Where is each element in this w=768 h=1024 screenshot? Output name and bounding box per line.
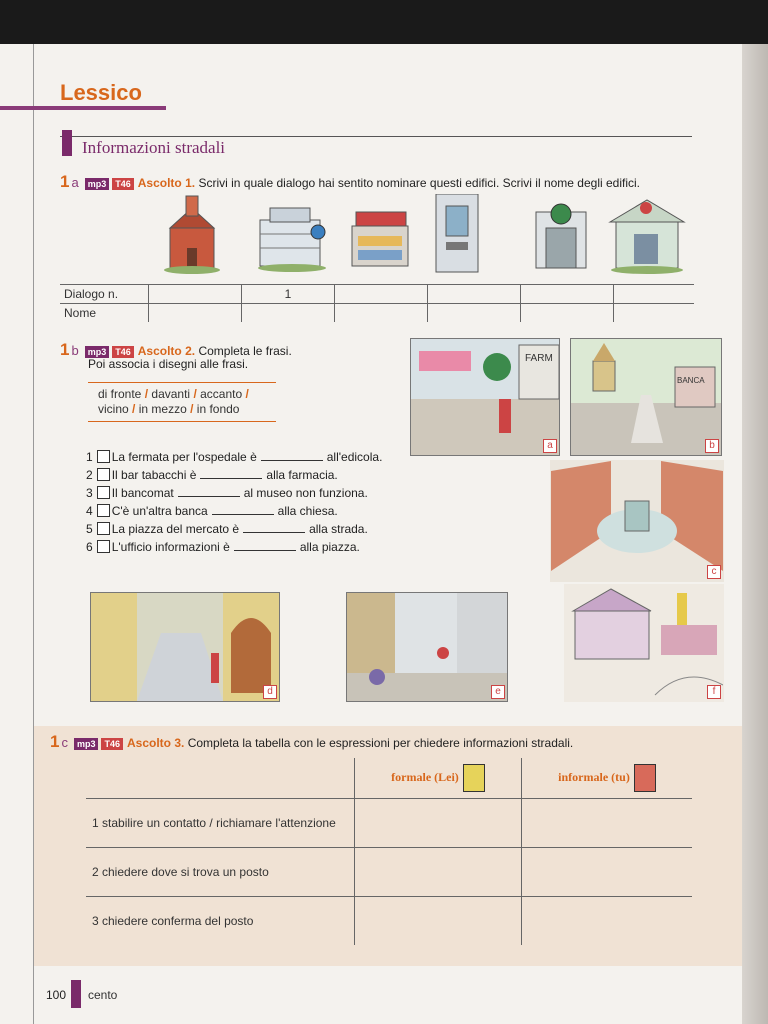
exercise-number: 1 — [60, 172, 70, 191]
picture-label: f — [707, 685, 721, 699]
table-row — [86, 848, 692, 897]
newsstand-icon — [352, 212, 408, 266]
kiosk-illustration — [565, 585, 723, 701]
word-item: di fronte — [98, 387, 142, 401]
exercise-label: Ascolto 3. — [127, 736, 185, 750]
word-item: in fondo — [196, 402, 240, 416]
picture-label: d — [263, 685, 277, 699]
word-box — [88, 382, 276, 422]
answer-checkbox[interactable] — [97, 504, 110, 517]
table-cell[interactable]: 1 — [242, 285, 335, 304]
picture-label: e — [491, 685, 505, 699]
picture-label: c — [707, 565, 721, 579]
list-item: 6 L'ufficio informazioni è alla piazza. — [86, 540, 360, 554]
church-icon — [164, 196, 220, 274]
piazza-illustration — [551, 461, 723, 581]
table-cell — [86, 758, 355, 799]
answer-blank[interactable] — [234, 540, 296, 551]
picture-label: a — [543, 439, 557, 453]
table-cell[interactable] — [149, 304, 242, 323]
row-label: 3 chiedere conferma del posto — [92, 914, 254, 928]
list-item: 3 Il bancomat al museo non funziona. — [86, 486, 368, 500]
exercise-instruction: Scrivi in quale dialogo hai sentito nominare questi edifici. Scrivi il nome degli edifici. — [198, 176, 640, 190]
table-row — [60, 285, 694, 304]
table-cell[interactable] — [335, 304, 428, 323]
table-cell[interactable] — [355, 897, 522, 946]
table-row — [86, 799, 692, 848]
textbook-page — [0, 44, 742, 1024]
list-item: 1 La fermata per l'ospedale è all'edicola. — [86, 450, 383, 464]
hospital-icon — [258, 208, 326, 272]
table-cell[interactable] — [355, 848, 522, 897]
table-cell[interactable] — [521, 304, 614, 323]
crowd-street-illustration — [347, 593, 507, 701]
exercise-number: 1 — [50, 732, 60, 751]
table-cell[interactable] — [522, 848, 693, 897]
answer-checkbox[interactable] — [97, 522, 110, 535]
atm-icon — [436, 194, 478, 272]
section-title: Informazioni stradali — [82, 138, 226, 157]
title-underline — [0, 106, 166, 110]
table-cell[interactable] — [355, 799, 522, 848]
column-header-informal: informale (tu) — [522, 758, 693, 799]
table-cell[interactable] — [614, 304, 695, 323]
column-header-formal: formale (Lei) — [355, 758, 522, 799]
exercise-instruction: Completa le frasi. — [198, 344, 292, 358]
sentence-list — [86, 448, 382, 556]
row-label: 1 stabilire un contatto / richiamare l'attenzione — [86, 799, 355, 848]
list-item: 4 C'è un'altra banca alla chiesa. — [86, 504, 338, 518]
row-label-dialogo: Dialogo n. — [60, 285, 149, 304]
mp3-badge: mp3 — [85, 178, 110, 190]
exercise-letter: b — [71, 343, 79, 358]
exercise-1a-heading — [60, 172, 640, 192]
exercise-letter: a — [71, 175, 79, 190]
exercise-number: 1 — [60, 340, 70, 359]
exercise-instruction: Completa la tabella con le espressioni per chiedere informazioni stradali. — [187, 736, 574, 750]
picture-label: b — [705, 439, 719, 453]
picture-c — [550, 460, 724, 582]
dialog-table — [60, 284, 694, 322]
table-cell[interactable] — [522, 799, 693, 848]
row-label: 2 chiedere dove si trova un posto — [86, 848, 355, 897]
word-line-2: vicino / in mezzo / in fondo — [98, 402, 240, 416]
answer-blank[interactable] — [212, 504, 274, 515]
word-item: in mezzo — [138, 402, 187, 416]
section-rule — [60, 136, 692, 137]
expressions-table — [86, 758, 692, 945]
buildings-row — [60, 194, 694, 284]
exercise-label: Ascolto 1. — [137, 176, 196, 190]
answer-blank[interactable] — [261, 450, 323, 461]
section-marker — [62, 130, 72, 156]
pharmacy-icon — [536, 204, 586, 268]
page-number: 100 — [46, 988, 67, 1002]
mp3-badge: mp3 — [74, 738, 99, 750]
formal-person-icon — [463, 764, 485, 792]
answer-blank[interactable] — [200, 468, 262, 479]
picture-f — [564, 584, 724, 702]
exercise-letter: c — [61, 735, 68, 750]
word-line-1: di fronte / davanti / accanto / — [98, 387, 249, 401]
picture-e — [346, 592, 508, 702]
table-cell[interactable] — [428, 304, 521, 323]
answer-checkbox[interactable] — [97, 450, 110, 463]
track-badge: T46 — [101, 738, 123, 750]
answer-blank[interactable] — [243, 522, 305, 533]
exercise-1c-heading — [50, 732, 573, 752]
mp3-badge: mp3 — [85, 346, 110, 358]
exercise-instruction-2: Poi associa i disegni alle frasi. — [88, 357, 249, 371]
row-label-nome: Nome — [60, 304, 149, 323]
page-edge-shadow — [742, 44, 768, 1024]
street-scene-illustration — [411, 339, 559, 455]
footer-marker — [71, 980, 81, 1008]
table-cell[interactable] — [521, 285, 614, 304]
answer-checkbox[interactable] — [97, 486, 110, 499]
picture-d — [90, 592, 280, 702]
list-item: 2 Il bar tabacchi è alla farmacia. — [86, 468, 338, 482]
informal-person-icon — [634, 764, 656, 792]
table-row — [60, 304, 694, 323]
table-cell[interactable] — [335, 285, 428, 304]
table-cell[interactable] — [149, 285, 242, 304]
square-with-church-illustration — [571, 339, 721, 455]
table-cell[interactable] — [522, 897, 693, 946]
answer-blank[interactable] — [178, 486, 240, 497]
list-item: 5 La piazza del mercato è alla strada. — [86, 522, 368, 536]
word-item: davanti — [151, 387, 191, 401]
buildings-illustration — [60, 194, 694, 284]
answer-checkbox[interactable] — [97, 540, 110, 553]
answer-checkbox[interactable] — [97, 468, 110, 481]
table-row — [86, 897, 692, 946]
table-header-row — [86, 758, 692, 799]
word-item: vicino — [98, 402, 129, 416]
page-word: cento — [88, 988, 118, 1002]
exercise-label: Ascolto 2. — [137, 344, 196, 358]
word-item: accanto — [200, 387, 243, 401]
arcade-street-illustration — [91, 593, 279, 701]
track-badge: T46 — [112, 178, 134, 190]
table-cell[interactable] — [242, 304, 335, 323]
page-title: Lessico — [60, 80, 142, 105]
table-cell[interactable] — [614, 285, 695, 304]
picture-a — [410, 338, 560, 456]
sign-farm: FARM — [525, 353, 553, 364]
table-cell[interactable] — [428, 285, 521, 304]
info-kiosk-icon — [610, 200, 684, 274]
track-badge: T46 — [112, 346, 134, 358]
sign-banca: BANCA — [677, 376, 705, 385]
picture-b — [570, 338, 722, 456]
